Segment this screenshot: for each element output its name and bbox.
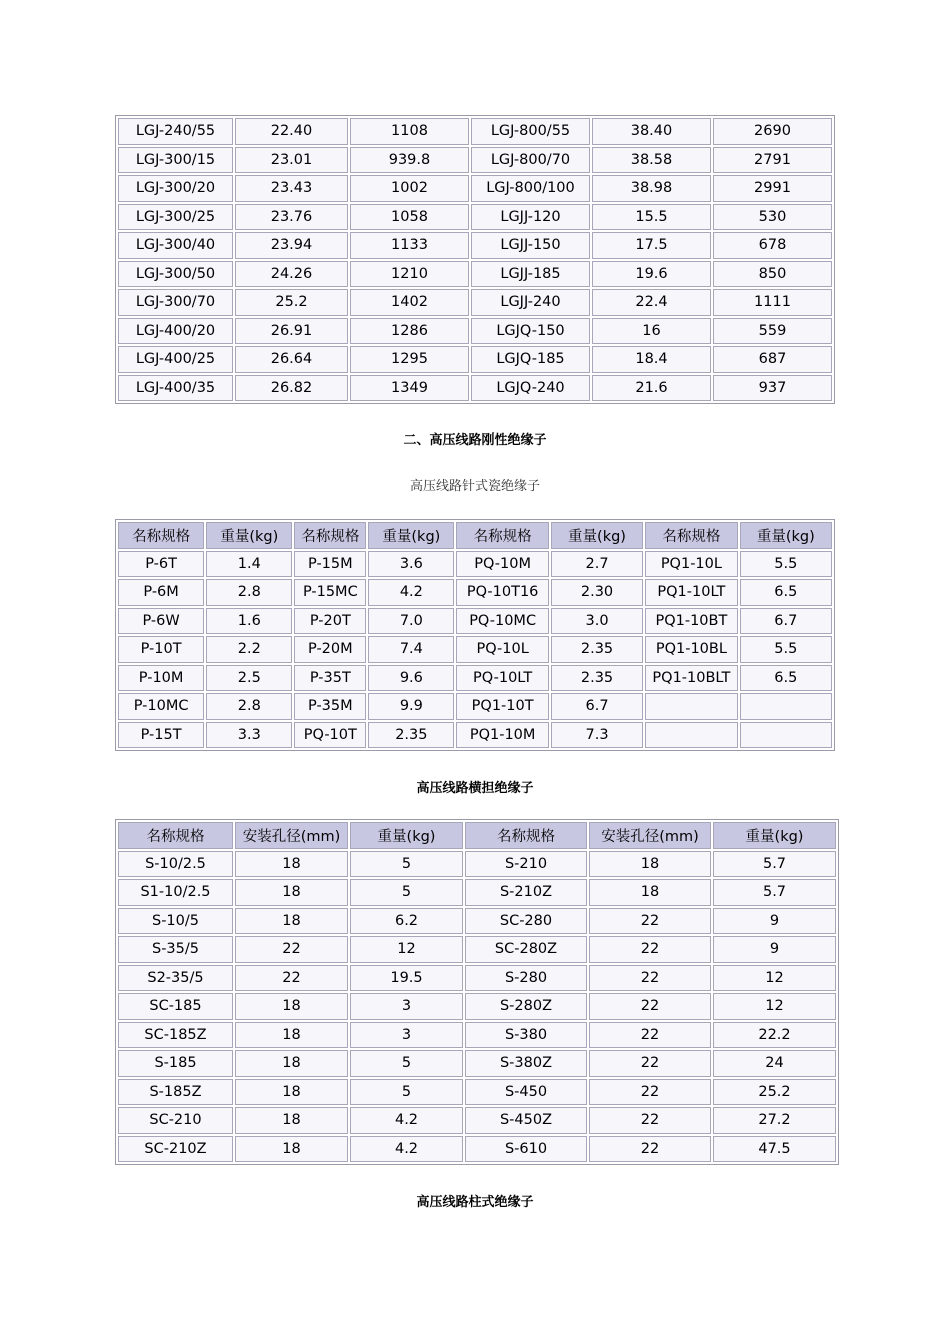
pin-insulator-title: 高压线路针式瓷绝缘子 <box>409 479 540 494</box>
column-header: 重量(kg) <box>350 822 463 849</box>
table-row <box>118 1136 836 1163</box>
table-cell: 5 <box>350 851 463 878</box>
table-cell: 22 <box>589 965 711 992</box>
table-cell: LGJ-300/70 <box>118 289 233 316</box>
table-cell: 5 <box>350 1079 463 1106</box>
table-cell: SC-210Z <box>118 1136 233 1163</box>
table-cell: S-185Z <box>118 1079 233 1106</box>
table-cell: LGJ-300/50 <box>118 261 233 288</box>
table-cell: PQ-10T16 <box>456 579 548 606</box>
table-cell: 12 <box>713 965 836 992</box>
table-row <box>118 1107 836 1134</box>
table-cell: 19.5 <box>350 965 463 992</box>
table-cell: S-210Z <box>465 879 587 906</box>
table-cell: LGJ-300/25 <box>118 204 233 231</box>
table-cell: S-280 <box>465 965 587 992</box>
table-cell: P-10M <box>118 665 204 692</box>
table-row <box>118 693 832 720</box>
table-cell: 25.2 <box>713 1079 836 1106</box>
table-cell: 2.35 <box>551 665 643 692</box>
table-cell: 22 <box>589 993 711 1020</box>
table-cell: 9.6 <box>368 665 454 692</box>
table-cell: 1.4 <box>206 551 292 578</box>
table-cell: 24 <box>713 1050 836 1077</box>
table-cell: PQ1-10M <box>456 722 548 749</box>
table-cell: 5.5 <box>740 636 832 663</box>
table-row <box>118 118 832 145</box>
table-cell: 4.2 <box>350 1107 463 1134</box>
section-rigid-insulator-title: 二、高压线路刚性绝缘子 <box>403 433 547 448</box>
table-cell: 18 <box>235 1079 348 1106</box>
table-row <box>118 936 836 963</box>
table-cell: 22 <box>235 965 348 992</box>
table-cell: 1402 <box>350 289 469 316</box>
table-cell: P-6T <box>118 551 204 578</box>
table-cell: 26.64 <box>235 346 348 373</box>
column-header: 重量(kg) <box>368 522 454 549</box>
column-header: 名称规格 <box>645 522 737 549</box>
table-cell: 3.6 <box>368 551 454 578</box>
column-header: 重量(kg) <box>206 522 292 549</box>
table-row <box>118 232 832 259</box>
table-cell: S1-10/2.5 <box>118 879 233 906</box>
table-cell <box>645 693 737 720</box>
table-cell: 18 <box>235 1136 348 1163</box>
table-cell: 2.8 <box>206 579 292 606</box>
table-cell: 7.0 <box>368 608 454 635</box>
table-cell: LGJQ-240 <box>471 375 590 402</box>
table-cell: LGJ-800/55 <box>471 118 590 145</box>
table-cell: 3.0 <box>551 608 643 635</box>
table-row <box>118 965 836 992</box>
table-row <box>118 879 836 906</box>
column-header: 名称规格 <box>456 522 548 549</box>
table-cell: S-35/5 <box>118 936 233 963</box>
table-cell: 22.4 <box>592 289 711 316</box>
table-cell: 18 <box>589 879 711 906</box>
table-cell: S-610 <box>465 1136 587 1163</box>
table-cell: LGJ-800/100 <box>471 175 590 202</box>
table-cell: 23.01 <box>235 147 348 174</box>
table-cell: LGJ-240/55 <box>118 118 233 145</box>
column-header: 名称规格 <box>465 822 587 849</box>
table-cell: 850 <box>713 261 832 288</box>
table-cell: LGJ-400/35 <box>118 375 233 402</box>
table-cell: 12 <box>713 993 836 1020</box>
table-cell: 9.9 <box>368 693 454 720</box>
table-cell: 2.7 <box>551 551 643 578</box>
table-cell: P-10MC <box>118 693 204 720</box>
table-cell: S-380 <box>465 1022 587 1049</box>
table-cell: 15.5 <box>592 204 711 231</box>
table-cell: 6.5 <box>740 579 832 606</box>
column-header: 名称规格 <box>294 522 366 549</box>
table-cell: LGJ-300/15 <box>118 147 233 174</box>
header-row <box>118 522 832 549</box>
table-cell: 4.2 <box>350 1136 463 1163</box>
table-row <box>118 1022 836 1049</box>
table-cell: 22 <box>589 936 711 963</box>
table-row <box>118 261 832 288</box>
table-cell: 2.5 <box>206 665 292 692</box>
table-cell: 27.2 <box>713 1107 836 1134</box>
table-cell: 21.6 <box>592 375 711 402</box>
header-row <box>118 822 836 849</box>
table-row <box>118 636 832 663</box>
table-cell: LGJ-800/70 <box>471 147 590 174</box>
table-cell: 18 <box>235 851 348 878</box>
table-cell: 18 <box>589 851 711 878</box>
table-cell: 2991 <box>713 175 832 202</box>
table-cell: P-20T <box>294 608 366 635</box>
pin-insulator-table <box>115 519 835 751</box>
table-cell: 1133 <box>350 232 469 259</box>
table-cell: 38.40 <box>592 118 711 145</box>
table-cell: S-185 <box>118 1050 233 1077</box>
table-cell: LGJJ-185 <box>471 261 590 288</box>
table-cell: S-450Z <box>465 1107 587 1134</box>
table-cell: 38.58 <box>592 147 711 174</box>
table-cell: 22 <box>235 936 348 963</box>
table-cell: P-20M <box>294 636 366 663</box>
column-header: 名称规格 <box>118 822 233 849</box>
table-cell: 1349 <box>350 375 469 402</box>
table-cell: 2.2 <box>206 636 292 663</box>
table-cell: 687 <box>713 346 832 373</box>
table-cell: P-35M <box>294 693 366 720</box>
table-cell: LGJQ-150 <box>471 318 590 345</box>
table-cell: 22 <box>589 908 711 935</box>
table-row <box>118 1050 836 1077</box>
table-cell: 23.76 <box>235 204 348 231</box>
table-cell: S-10/2.5 <box>118 851 233 878</box>
table-cell: 9 <box>713 908 836 935</box>
table-cell: 22 <box>589 1107 711 1134</box>
post-insulator-title: 高压线路柱式绝缘子 <box>416 1195 534 1210</box>
table-cell: SC-280Z <box>465 936 587 963</box>
table-cell: 22 <box>589 1136 711 1163</box>
column-header: 安装孔径(mm) <box>235 822 348 849</box>
table-cell: 22 <box>589 1050 711 1077</box>
table-row <box>118 851 836 878</box>
table-cell <box>645 722 737 749</box>
table-cell: S-280Z <box>465 993 587 1020</box>
table-cell: 3.3 <box>206 722 292 749</box>
table-cell: SC-185 <box>118 993 233 1020</box>
table-cell: 1210 <box>350 261 469 288</box>
table-cell: PQ-10T <box>294 722 366 749</box>
table-cell: 24.26 <box>235 261 348 288</box>
table-cell: SC-210 <box>118 1107 233 1134</box>
table-row <box>118 204 832 231</box>
table-cell <box>740 693 832 720</box>
table-row <box>118 318 832 345</box>
table-cell: 22.2 <box>713 1022 836 1049</box>
table-row <box>118 289 832 316</box>
table-row <box>118 346 832 373</box>
table-row <box>118 722 832 749</box>
crossarm-insulator-table <box>115 819 839 1165</box>
table-cell: 2.35 <box>368 722 454 749</box>
table-cell: P-6W <box>118 608 204 635</box>
table-cell: 16 <box>592 318 711 345</box>
table-cell: S-450 <box>465 1079 587 1106</box>
table-cell: 38.98 <box>592 175 711 202</box>
conductor-spec-body <box>118 118 832 401</box>
table-cell: PQ1-10BLT <box>645 665 737 692</box>
conductor-spec-table <box>115 115 835 404</box>
table-cell: PQ1-10BT <box>645 608 737 635</box>
table-cell: 5 <box>350 879 463 906</box>
table-cell: 26.91 <box>235 318 348 345</box>
table-cell: 1002 <box>350 175 469 202</box>
table-cell: 3 <box>350 1022 463 1049</box>
table-cell: PQ1-10BL <box>645 636 737 663</box>
table-cell: 1.6 <box>206 608 292 635</box>
crossarm-insulator-title: 高压线路横担绝缘子 <box>416 781 534 796</box>
table-cell: 9 <box>713 936 836 963</box>
table-cell: P-10T <box>118 636 204 663</box>
table-cell: 1286 <box>350 318 469 345</box>
table-cell: 19.6 <box>592 261 711 288</box>
table-cell: LGJ-300/40 <box>118 232 233 259</box>
table-cell: 7.3 <box>551 722 643 749</box>
table-cell: S-10/5 <box>118 908 233 935</box>
table-cell: PQ1-10T <box>456 693 548 720</box>
table-cell: 18 <box>235 993 348 1020</box>
table-cell: 25.2 <box>235 289 348 316</box>
table-cell: 18.4 <box>592 346 711 373</box>
table-cell: 2.35 <box>551 636 643 663</box>
table-cell: 6.7 <box>740 608 832 635</box>
table-cell: 6.5 <box>740 665 832 692</box>
table-cell: 1058 <box>350 204 469 231</box>
table-cell: 22.40 <box>235 118 348 145</box>
table-cell: PQ1-10LT <box>645 579 737 606</box>
table-cell: PQ1-10L <box>645 551 737 578</box>
column-header: 重量(kg) <box>713 822 836 849</box>
table-cell: LGJ-300/20 <box>118 175 233 202</box>
table-row <box>118 993 836 1020</box>
table-cell: LGJJ-120 <box>471 204 590 231</box>
table-cell: PQ-10MC <box>456 608 548 635</box>
table-cell: PQ-10L <box>456 636 548 663</box>
table-cell: 18 <box>235 908 348 935</box>
table-cell: P-15T <box>118 722 204 749</box>
table-row <box>118 175 832 202</box>
table-cell: P-15MC <box>294 579 366 606</box>
table-cell: 2791 <box>713 147 832 174</box>
table-cell: 4.2 <box>368 579 454 606</box>
table-cell: PQ-10LT <box>456 665 548 692</box>
table-cell: 939.8 <box>350 147 469 174</box>
table-cell: 937 <box>713 375 832 402</box>
table-cell: S-210 <box>465 851 587 878</box>
table-row <box>118 665 832 692</box>
table-cell: 47.5 <box>713 1136 836 1163</box>
pin-insulator-body <box>118 551 832 749</box>
table-cell: 559 <box>713 318 832 345</box>
table-cell: 5 <box>350 1050 463 1077</box>
table-cell: 17.5 <box>592 232 711 259</box>
table-cell <box>740 722 832 749</box>
table-cell: S-380Z <box>465 1050 587 1077</box>
table-cell: P-35T <box>294 665 366 692</box>
table-cell: 5.7 <box>713 879 836 906</box>
table-row <box>118 551 832 578</box>
table-cell: 23.94 <box>235 232 348 259</box>
table-cell: LGJQ-185 <box>471 346 590 373</box>
table-cell: 18 <box>235 1107 348 1134</box>
table-cell: 5.7 <box>713 851 836 878</box>
table-cell: 22 <box>589 1022 711 1049</box>
table-cell: SC-185Z <box>118 1022 233 1049</box>
column-header: 重量(kg) <box>551 522 643 549</box>
table-cell: LGJJ-150 <box>471 232 590 259</box>
table-cell: SC-280 <box>465 908 587 935</box>
table-cell: 26.82 <box>235 375 348 402</box>
table-row <box>118 608 832 635</box>
table-cell: LGJ-400/20 <box>118 318 233 345</box>
table-cell: S2-35/5 <box>118 965 233 992</box>
table-cell: 6.7 <box>551 693 643 720</box>
table-cell: 2.30 <box>551 579 643 606</box>
crossarm-insulator-body <box>118 851 836 1163</box>
table-row <box>118 908 836 935</box>
table-cell: 18 <box>235 1050 348 1077</box>
table-cell: PQ-10M <box>456 551 548 578</box>
table-cell: LGJJ-240 <box>471 289 590 316</box>
table-cell: 22 <box>589 1079 711 1106</box>
column-header: 安装孔径(mm) <box>589 822 711 849</box>
table-row <box>118 1079 836 1106</box>
table-cell: P-15M <box>294 551 366 578</box>
table-cell: 12 <box>350 936 463 963</box>
table-cell: 7.4 <box>368 636 454 663</box>
table-cell: 18 <box>235 1022 348 1049</box>
table-row <box>118 147 832 174</box>
table-cell: LGJ-400/25 <box>118 346 233 373</box>
table-cell: 1295 <box>350 346 469 373</box>
table-row <box>118 579 832 606</box>
table-cell: P-6M <box>118 579 204 606</box>
table-cell: 23.43 <box>235 175 348 202</box>
column-header: 重量(kg) <box>740 522 832 549</box>
column-header: 名称规格 <box>118 522 204 549</box>
table-cell: 1108 <box>350 118 469 145</box>
table-cell: 5.5 <box>740 551 832 578</box>
table-cell: 3 <box>350 993 463 1020</box>
table-cell: 530 <box>713 204 832 231</box>
table-cell: 1111 <box>713 289 832 316</box>
table-cell: 6.2 <box>350 908 463 935</box>
table-cell: 678 <box>713 232 832 259</box>
table-cell: 2690 <box>713 118 832 145</box>
table-cell: 18 <box>235 879 348 906</box>
table-cell: 2.8 <box>206 693 292 720</box>
table-row <box>118 375 832 402</box>
